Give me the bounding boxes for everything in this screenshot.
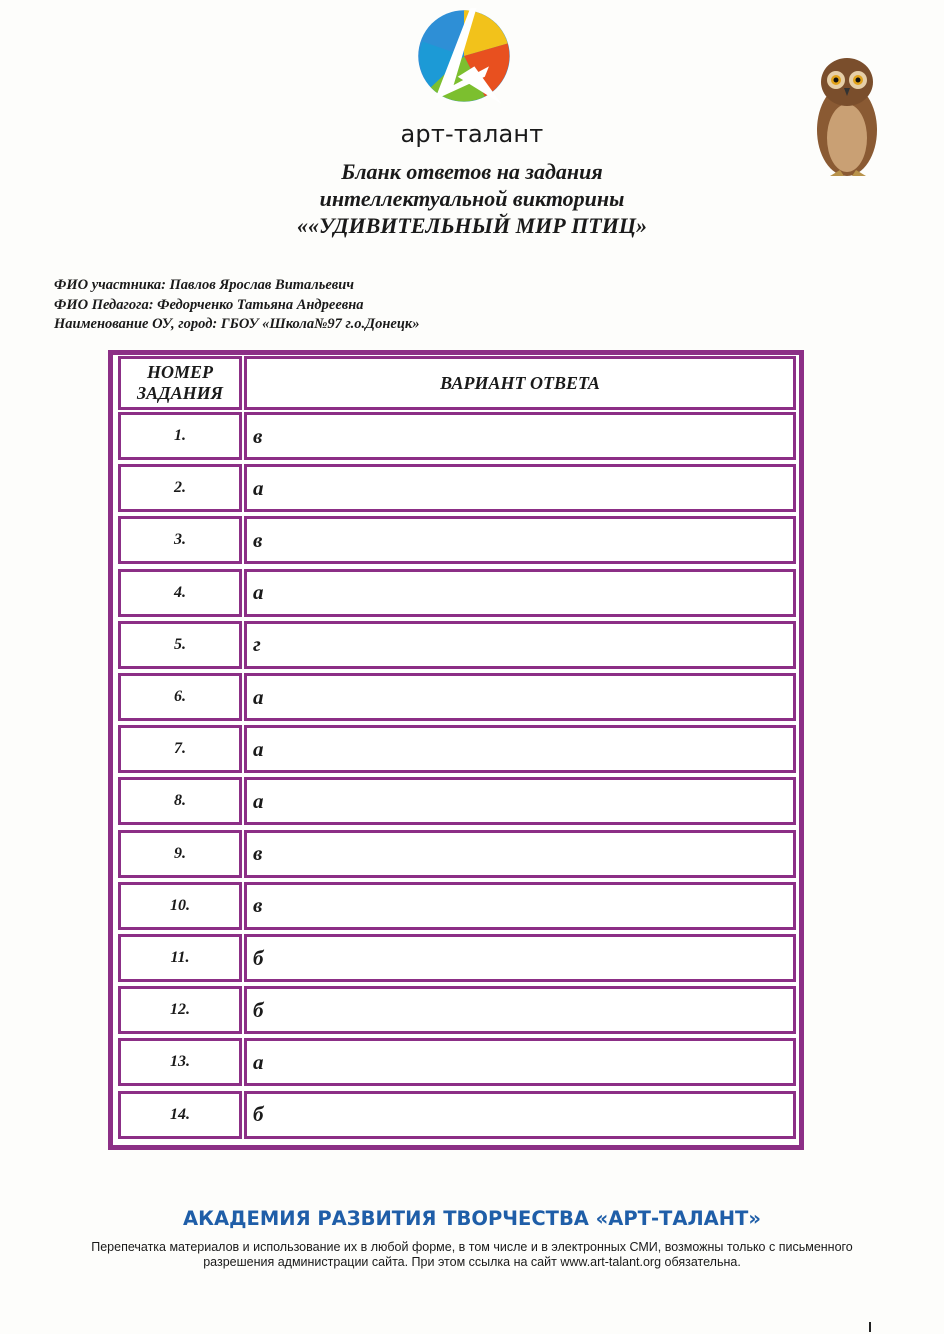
answer-cell: в (244, 830, 796, 878)
teacher-name: ФИО Педагога: Федорченко Татьяна Андреевна (54, 296, 364, 313)
answer-cell: в (244, 412, 796, 460)
task-number-cell: 9. (118, 830, 242, 878)
task-number-cell: 2. (118, 464, 242, 512)
task-number-cell: 4. (118, 569, 242, 617)
header-answer-variant: ВАРИАНТ ОТВЕТА (244, 356, 796, 410)
answer-table (108, 350, 804, 1150)
page-mark (869, 1322, 871, 1332)
answer-cell: а (244, 777, 796, 825)
participant-info (54, 276, 419, 335)
answer-cell: б (244, 1091, 796, 1139)
answer-cell: б (244, 934, 796, 982)
answer-cell: а (244, 569, 796, 617)
page-title (0, 158, 944, 239)
answer-cell: в (244, 882, 796, 930)
task-number-cell: 3. (118, 516, 242, 564)
answer-cell: б (244, 986, 796, 1034)
participant-name: ФИО участника: Павлов Ярослав Витальевич (54, 277, 354, 293)
task-number-cell: 1. (118, 412, 242, 460)
art-talant-logo-icon (412, 4, 516, 108)
answer-cell: а (244, 464, 796, 512)
task-number-cell: 6. (118, 673, 242, 721)
school-name: Наименование ОУ, город: ГБОУ «Школа№97 г.о.Донецк» (54, 316, 420, 332)
answer-cell: г (244, 621, 796, 669)
task-number-cell: 14. (118, 1091, 242, 1139)
answer-cell: в (244, 516, 796, 564)
answer-cell: а (244, 673, 796, 721)
task-number-cell: 5. (118, 621, 242, 669)
task-number-cell: 11. (118, 934, 242, 982)
task-number-cell: 10. (118, 882, 242, 930)
task-number-cell: 12. (118, 986, 242, 1034)
footer-note: Перепечатка материалов и использование их в любой форме, в том числе и в электронных СМИ, возможны только с письменного разрешения администрации сайта. При этом ссылка на сайт www.art-talant.org обязательна. (91, 1240, 853, 1269)
title-line-2: интеллектуальной викторины (319, 186, 625, 211)
title-line-1: Бланк ответов на задания (341, 159, 603, 184)
answer-cell: а (244, 1038, 796, 1086)
header-task-number: НОМЕР ЗАДАНИЯ (118, 356, 242, 410)
task-number-cell: 8. (118, 777, 242, 825)
answer-cell: а (244, 725, 796, 773)
task-number-cell: 13. (118, 1038, 242, 1086)
task-number-cell: 7. (118, 725, 242, 773)
brand-name: арт-талант (400, 120, 544, 148)
footer-title: АКАДЕМИЯ РАЗВИТИЯ ТВОРЧЕСТВА «АРТ-ТАЛАНТ» (183, 1207, 761, 1230)
title-line-3: ««УДИВИТЕЛЬНЫЙ МИР ПТИЦ» (297, 213, 647, 238)
